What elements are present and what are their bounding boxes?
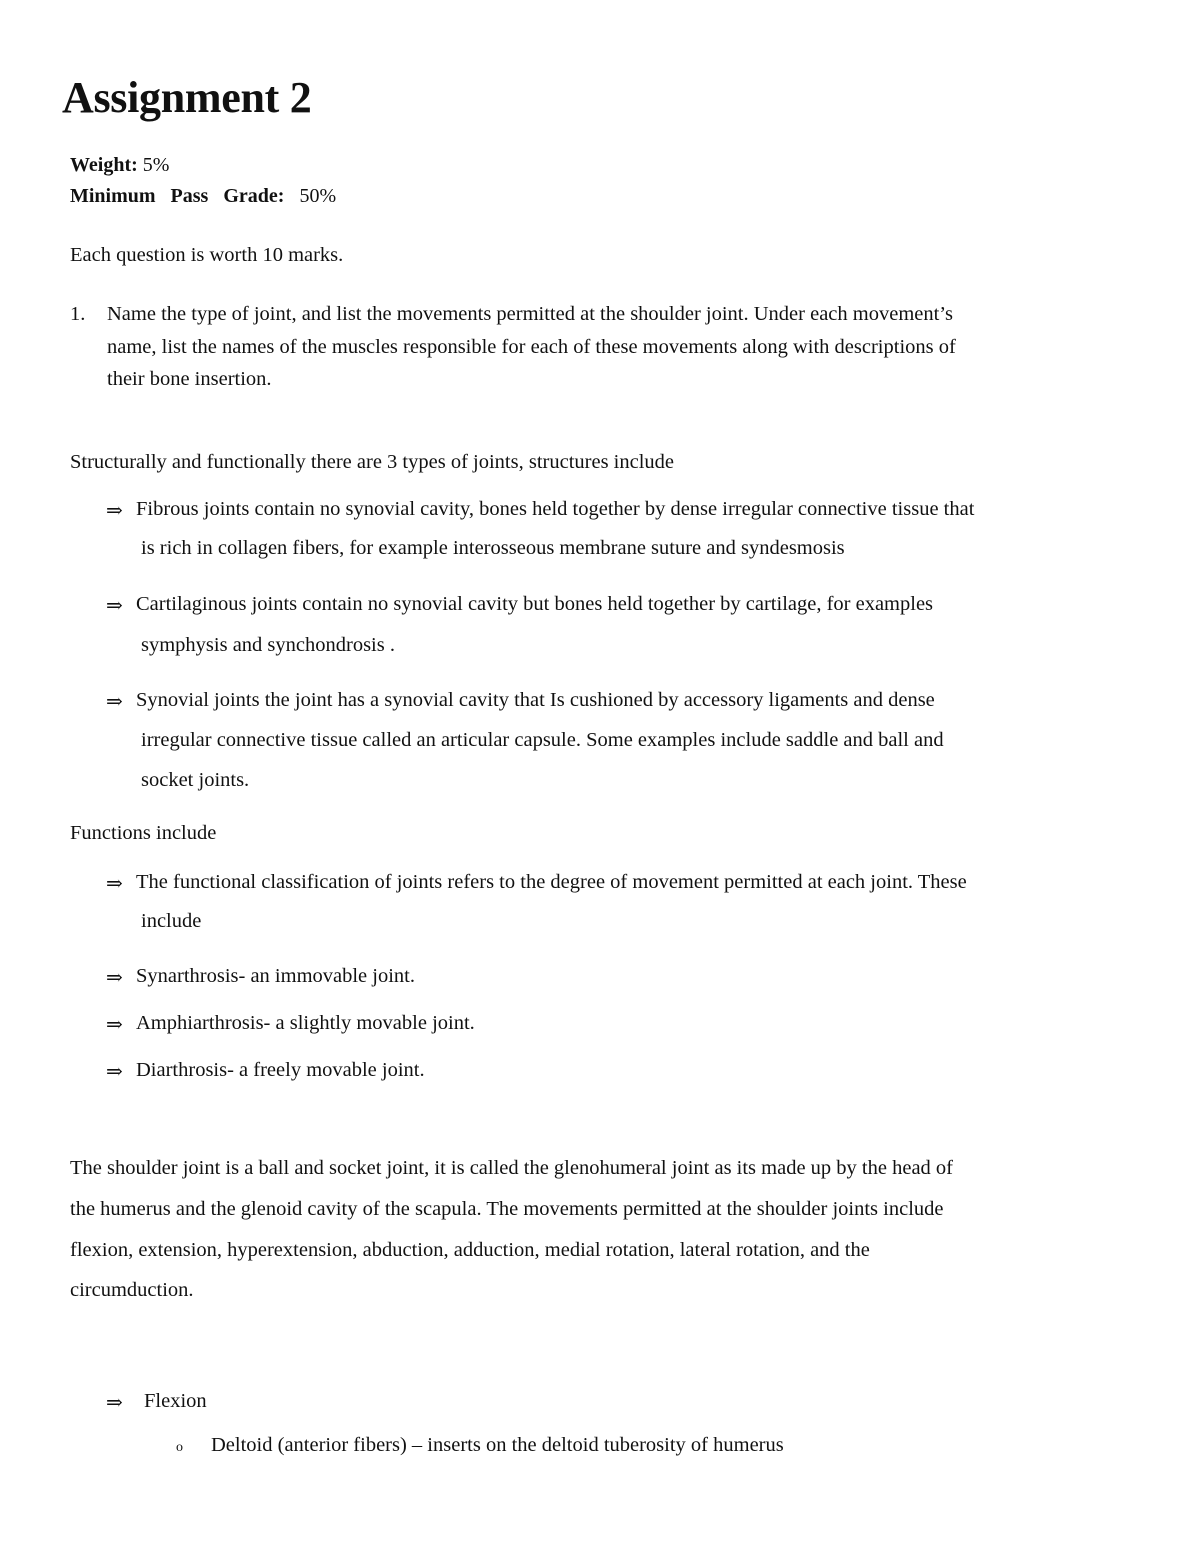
function-line: include: [141, 910, 202, 932]
structure-line: Fibrous joints contain no synovial cavity, bones held together by dense irregular connective tissue that: [136, 498, 975, 520]
page-title: Assignment 2: [62, 73, 312, 122]
structure-line: socket joints.: [141, 769, 250, 791]
arrow-icon: ⇒: [106, 967, 123, 989]
arrow-icon: ⇒: [106, 595, 123, 617]
weight-value: 5%: [142, 154, 170, 176]
arrow-icon: ⇒: [106, 500, 123, 522]
circle-bullet-icon: o: [176, 1440, 183, 1455]
question-number: 1.: [70, 303, 86, 325]
flexion-muscle: Deltoid (anterior fibers) – inserts on the deltoid tuberosity of humerus: [211, 1434, 784, 1456]
function-line: Synarthrosis- an immovable joint.: [136, 965, 415, 987]
structure-line: Synovial joints the joint has a synovial cavity that Is cushioned by accessory ligaments and dense: [136, 689, 935, 711]
question-line: Name the type of joint, and list the movements permitted at the shoulder joint. Under each movement’s: [107, 303, 953, 325]
structure-line: irregular connective tissue called an articular capsule. Some examples include saddle and ball and: [141, 729, 944, 751]
intro-text: Each question is worth 10 marks.: [70, 244, 344, 266]
function-line: The functional classification of joints refers to the degree of movement permitted at each joint. These: [136, 871, 967, 893]
question-line: their bone insertion.: [107, 368, 272, 390]
structural-intro: Structurally and functionally there are 3 types of joints, structures include: [70, 451, 675, 473]
weight-line: [70, 154, 169, 177]
structure-line: symphysis and synchondrosis .: [141, 634, 395, 656]
function-line: Diarthrosis- a freely movable joint.: [136, 1059, 425, 1081]
min-pass-line: [70, 185, 336, 208]
structure-line: is rich in collagen fibers, for example interosseous membrane suture and syndesmosis: [141, 537, 845, 559]
min-pass-label: Minimum Pass Grade:: [70, 185, 285, 207]
arrow-icon: ⇒: [106, 873, 123, 895]
shoulder-paragraph-line: the humerus and the glenoid cavity of the scapula. The movements permitted at the shoulder joints include: [70, 1198, 944, 1220]
arrow-icon: ⇒: [106, 1014, 123, 1036]
min-pass-value: 50%: [299, 185, 337, 207]
functions-intro: Functions include: [70, 822, 217, 844]
question-line: name, list the names of the muscles responsible for each of these movements along with descriptions of: [107, 336, 956, 358]
arrow-icon: ⇒: [106, 1061, 123, 1083]
shoulder-paragraph-line: The shoulder joint is a ball and socket joint, it is called the glenohumeral joint as its made up by the head of: [70, 1157, 954, 1179]
shoulder-paragraph-line: flexion, extension, hyperextension, abduction, adduction, medial rotation, lateral rotation, and the: [70, 1239, 870, 1261]
arrow-icon: ⇒: [106, 1392, 123, 1414]
function-line: Amphiarthrosis- a slightly movable joint.: [136, 1012, 475, 1034]
shoulder-paragraph-line: circumduction.: [70, 1279, 194, 1301]
weight-label: Weight:: [70, 154, 138, 176]
arrow-icon: ⇒: [106, 691, 123, 713]
movement-flexion: Flexion: [144, 1390, 207, 1412]
structure-line: Cartilaginous joints contain no synovial cavity but bones held together by cartilage, for examples: [136, 593, 934, 615]
